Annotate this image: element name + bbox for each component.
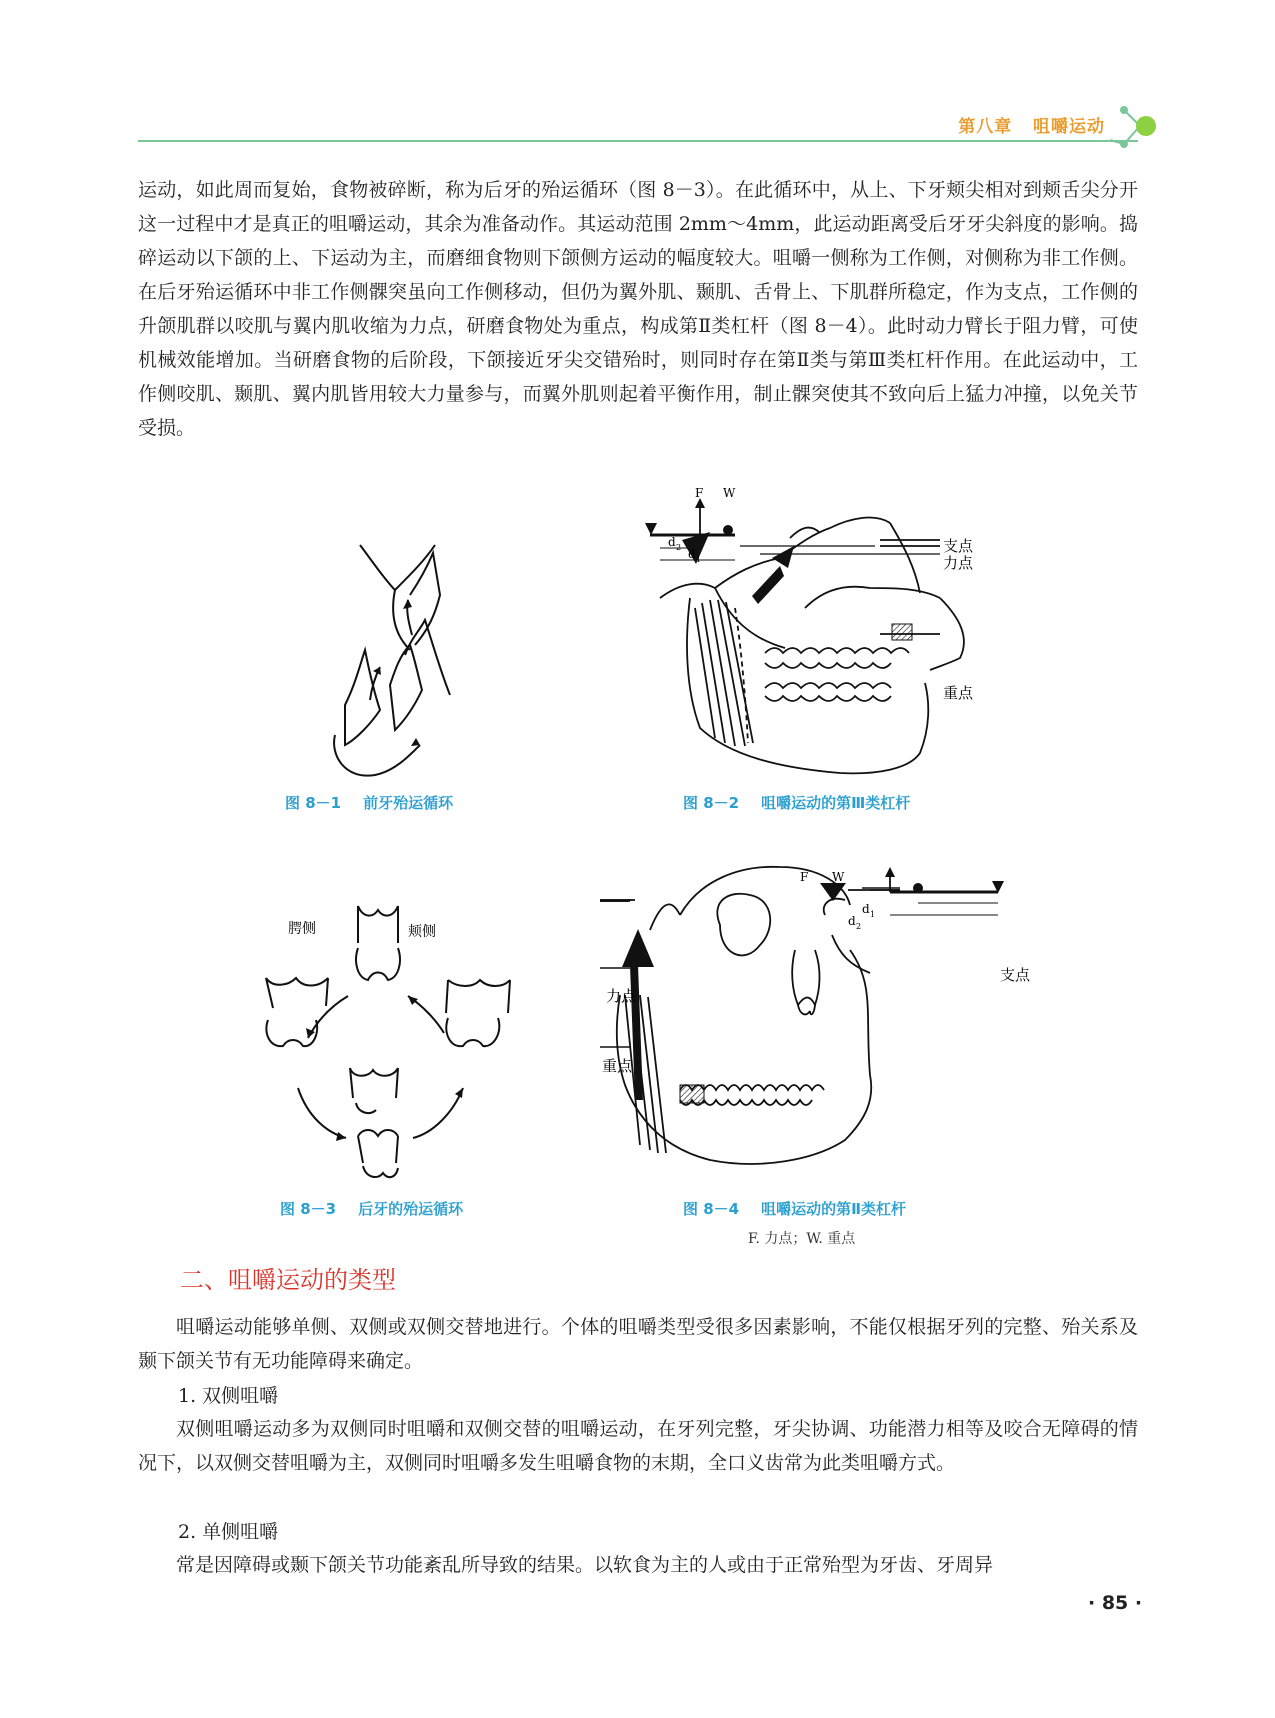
body-paragraph-2: 咀嚼运动能够单侧、双侧或双侧交替地进行。个体的咀嚼类型受很多因素影响，不能仅根据牙列的完整、殆关系及颞下颌关节有无功能障碍来确定。	[138, 1316, 1138, 1372]
figure-8-1-drawing	[300, 535, 500, 785]
running-header	[958, 112, 1105, 137]
fig2-d1-label: d	[688, 547, 696, 561]
body-paragraph-3: 双侧咀嚼运动多为双侧同时咀嚼和双侧交替的咀嚼运动，在牙列完整，牙尖协调、功能潜力相等及咬合无障碍的情况下，以双侧交替咀嚼为主，双侧同时咀嚼多发生咀嚼食物的末期，全口义齿常为此类咀嚼方式。	[138, 1418, 1138, 1474]
fig2-d2-label: d	[668, 535, 676, 549]
figure-number: 图 8－2	[683, 794, 740, 812]
figure-8-2-caption	[683, 792, 910, 813]
figure-title: 后牙的殆运循环	[358, 1200, 464, 1218]
body-paragraph-4: 常是因障碍或颞下颌关节功能紊乱所导致的结果。以软食为主的人或由于正常殆型为牙齿、牙周异	[176, 1554, 994, 1576]
chapter-label: 第八章	[958, 117, 1013, 137]
figure-8-4-legend: F. 力点；W. 重点	[748, 1231, 856, 1247]
figure-8-3-drawing	[258, 888, 528, 1188]
fig2-load-label: 重点	[943, 684, 974, 702]
fig4-effort-label: 力点	[606, 987, 637, 1005]
figure-title: 咀嚼运动的第Ⅲ类杠杆	[761, 794, 911, 812]
fig2-d1-subscript: 1	[696, 555, 702, 564]
fig2-force-label: F	[695, 488, 704, 500]
figure-number: 图 8－1	[285, 794, 342, 812]
fig4-force-label: F	[800, 870, 809, 884]
figure-8-1-caption	[285, 792, 453, 813]
fig2-effort-label: 力点	[943, 554, 974, 572]
molecule-decoration-icon	[1110, 104, 1170, 154]
subheading-bilateral: 1. 双侧咀嚼	[178, 1385, 279, 1407]
figure-8-4-caption	[683, 1198, 906, 1219]
fig4-d2-subscript: 2	[856, 922, 862, 931]
subheading-unilateral: 2. 单侧咀嚼	[178, 1521, 279, 1543]
fig3-lingual-label: 腭侧	[288, 921, 316, 937]
chapter-title: 咀嚼运动	[1033, 117, 1105, 137]
figure-8-4-drawing	[600, 855, 1040, 1190]
figure-title: 前牙殆运循环	[363, 794, 454, 812]
fig2-weight-label: W	[723, 488, 736, 500]
figure-8-2-drawing	[640, 488, 990, 788]
section-heading: 二、咀嚼运动的类型	[180, 1266, 396, 1294]
fig2-fulcrum-label: 支点	[943, 537, 974, 555]
fig4-d1-label: d	[862, 902, 870, 916]
fig4-weight-label: W	[832, 870, 845, 884]
body-paragraph-1: 运动，如此周而复始，食物被碎断，称为后牙的殆运循环（图 8－3）。在此循环中，从上、下牙颊尖相对到颊舌尖分开这一过程中才是真正的咀嚼运动，其余为准备动作。其运动范围 2mm～4mm，此运动距离受后牙牙尖斜度的影响。捣碎运动以下颌的上、下运动为主，而磨细食物则下颌侧方运动的幅度较大。咀嚼一侧称为工作侧，对侧称为非工作侧。在后牙殆运循环中非工作侧髁突虽向工作侧移动，但仍为翼外肌、颞肌、舌骨上、下肌群所稳定，作为支点，工作侧的升颌肌群以咬肌与翼内肌收缩为力点，研磨食物处为重点，构成第Ⅱ类杠杆（图 8－4）。此时动力臂长于阻力臂，可使机械效能增加。当研磨食物的后阶段，下颌接近牙尖交错殆时，则同时存在第Ⅱ类与第Ⅲ类杠杆作用。在此运动中，工作侧咬肌、颞肌、翼内肌皆用较大力量参与，而翼外肌则起着平衡作用，制止髁突使其不致向后上猛力冲撞，以免关节受损。	[138, 179, 1138, 439]
header-rule	[138, 140, 1138, 142]
figure-title: 咀嚼运动的第Ⅱ类杠杆	[761, 1200, 906, 1218]
fig4-d2-label: d	[848, 914, 856, 928]
fig3-buccal-label: 颊侧	[408, 924, 436, 940]
figure-number: 图 8－3	[280, 1200, 337, 1218]
fig4-d1-subscript: 1	[870, 910, 876, 919]
fig4-load-label: 重点	[602, 1057, 633, 1075]
fig2-d2-subscript: 2	[676, 543, 682, 552]
fig4-fulcrum-label: 支点	[1000, 966, 1031, 984]
page-number: · 85 ·	[1088, 1592, 1143, 1614]
figure-number: 图 8－4	[683, 1200, 740, 1218]
figure-8-3-caption	[280, 1198, 463, 1219]
